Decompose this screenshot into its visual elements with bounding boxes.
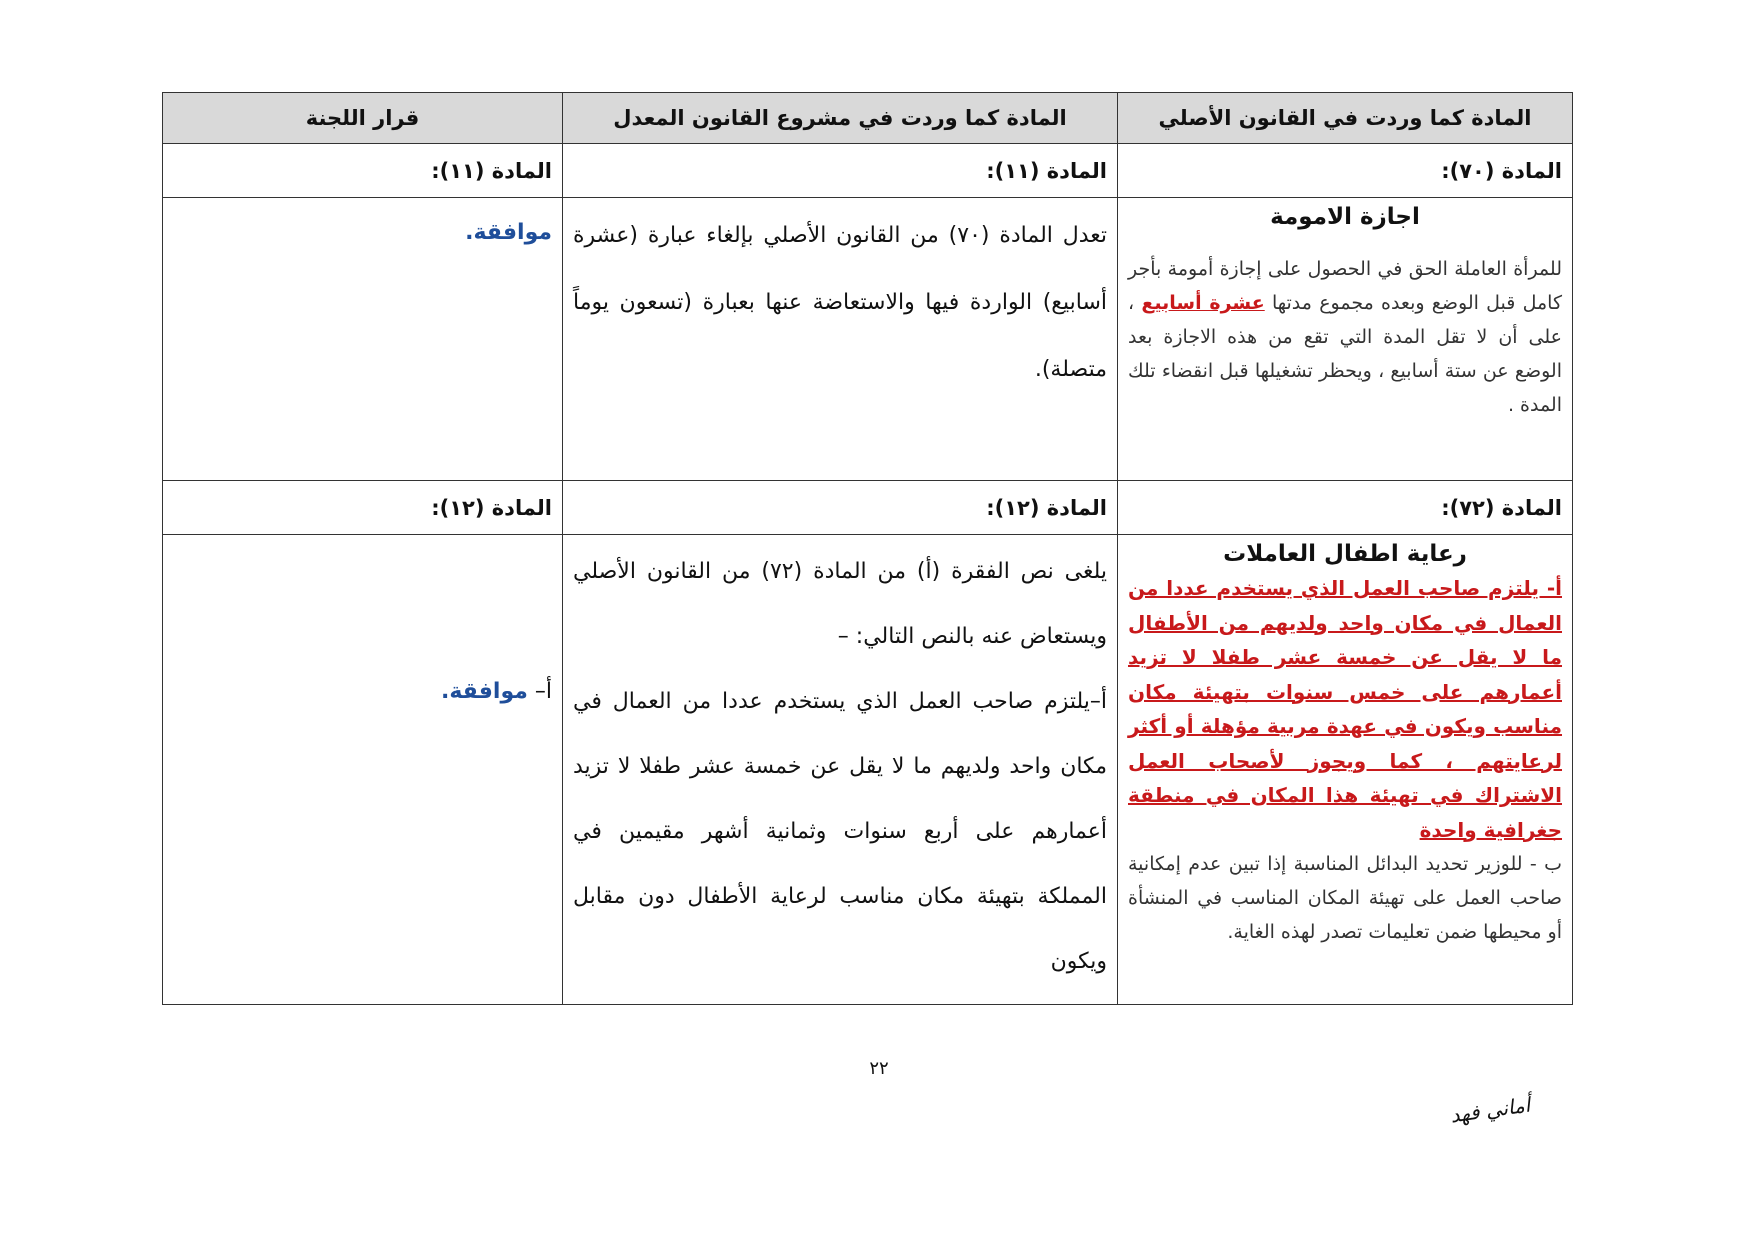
- page-number: ٢٢: [869, 1058, 889, 1079]
- header-row: [163, 93, 1573, 144]
- decision-text-11: [163, 198, 563, 481]
- header-decision: قرار اللجنة: [163, 93, 563, 144]
- highlight-ten-weeks: عشرة أسابيع: [1141, 292, 1265, 314]
- amended-article-11: المادة (١١):: [563, 144, 1118, 198]
- original-title-maternity: اجازة الامومة: [1270, 204, 1420, 230]
- article-row-1: [163, 144, 1573, 198]
- original-text-72: [1118, 535, 1573, 1005]
- original-paragraph-b-72: ب - للوزير تحديد البدائل المناسبة إذا تبين عدم إمكانية صاحب العمل على تهيئة المكان المناسب في المنشأة أو محيطها ضمن تعليمات تصدر لهذه الغاية.: [1128, 853, 1562, 943]
- original-title-childcare: رعاية اطفال العاملات: [1223, 541, 1467, 567]
- decision-approved-11: موافقة.: [465, 220, 552, 245]
- original-paragraph-70: للمرأة العاملة الحق في الحصول على إجازة أمومة بأجر كامل قبل الوضع وبعده مجموع مدتها عشرة أسابيع ، على أن لا تقل المدة التي تقع من هذه الاجازة بعد الوضع عن ستة أسابيع ، ويحظر تشغيلها قبل انقضاء تلك المدة .: [1128, 258, 1562, 416]
- amended-text-11: [563, 198, 1118, 481]
- signature: أماني فهد: [1448, 1092, 1532, 1128]
- decision-text-12: [163, 535, 563, 1005]
- amended-paragraph-12: أ–يلتزم صاحب العمل الذي يستخدم عددا من العمال في مكان واحد ولديهم ما لا يقل عن خمسة عشر طفلا لا تزيد أعمارهم على أربع سنوات وثمانية أشهر مقيمين في المملكة بتهيئة مكان مناسب لرعاية الأطفال دون مقابل ويكون: [573, 689, 1107, 974]
- original-article-72: المادة (٧٢):: [1118, 481, 1573, 535]
- amended-paragraph-11: تعدل المادة (٧٠) من القانون الأصلي بإلغاء عبارة (عشرة أسابيع) الواردة فيها والاستعاضة عنها بعبارة (تسعون يوماً متصلة).: [573, 223, 1107, 382]
- original-text-70: [1118, 198, 1573, 481]
- amended-article-12: المادة (١٢):: [563, 481, 1118, 535]
- header-amended: المادة كما وردت في مشروع القانون المعدل: [563, 93, 1118, 144]
- content-row-1: [163, 198, 1573, 481]
- header-original: المادة كما وردت في القانون الأصلي: [1118, 93, 1573, 144]
- comparison-table: [162, 92, 1573, 1005]
- article-row-2: [163, 481, 1573, 535]
- decision-approved-12: أ– موافقة.: [440, 679, 552, 704]
- amended-intro-12: يلغى نص الفقرة (أ) من المادة (٧٢) من القانون الأصلي ويستعاض عنه بالنص التالي: –: [573, 559, 1107, 649]
- original-article-70: المادة (٧٠):: [1118, 144, 1573, 198]
- content-row-2: [163, 535, 1573, 1005]
- decision-article-11: المادة (١١):: [163, 144, 563, 198]
- decision-article-12: المادة (١٢):: [163, 481, 563, 535]
- amended-text-12: [563, 535, 1118, 1005]
- original-paragraph-a-72: أ- يلتزم صاحب العمل الذي يستخدم عددا من العمال في مكان واحد ولديهم من الأطفال ما لا يقل عن خمسة عشر طفلا لا تزيد أعمارهم على خمس سنوات بتهيئة مكان مناسب ويكون في عهدة مربية مؤهلة أو أكثر لرعايتهم ، كما ويجوز لأصحاب العمل الاشتراك في تهيئة هذا المكان في منطقة جغرافية واحدة: [1128, 576, 1562, 842]
